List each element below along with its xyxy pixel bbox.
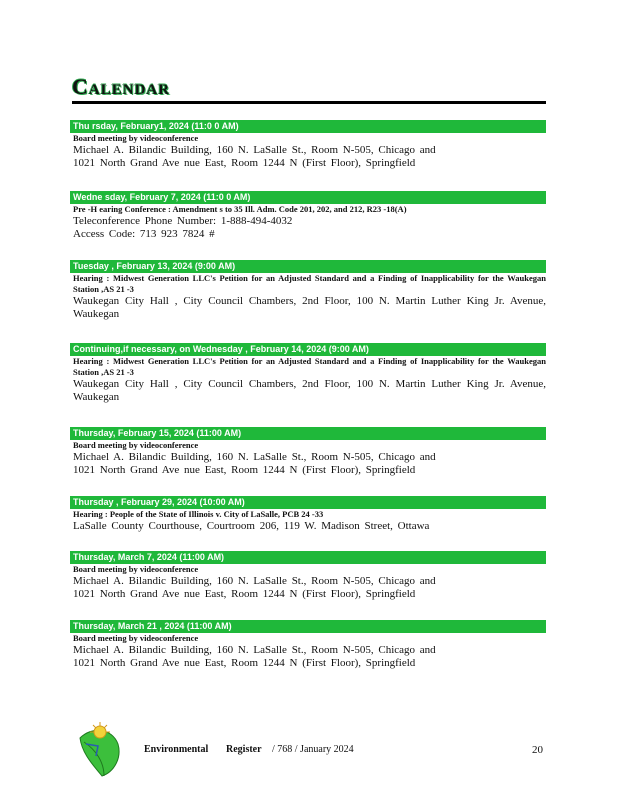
entry-description: Board meeting by videoconference <box>73 564 199 574</box>
entry-location-line: 1021 North Grand Ave nue East, Room 1244 N (First Floor), Springfield <box>73 657 416 669</box>
entry-location <box>70 520 546 533</box>
entry-location-line: Waukegan City Hall , City Council Chambers, 2nd Floor, 100 N. Martin Luther King Jr. Avenue, Waukegan <box>73 295 546 320</box>
entry-description: Pre -H earing Conference : Amendment s to 35 Ill. Adm. Code 201, 202, and 212, R23 -18(A) <box>73 204 407 214</box>
calendar-entry <box>70 427 546 477</box>
entry-description: Hearing : Midwest Generation LLC's Petition for an Adjusted Standard and a Finding of Inapplicability for the Waukegan Station ,AS 21 -3 <box>73 356 546 377</box>
entry-date-bar: Thu rsday, February1, 2024 (11:0 0 AM) <box>70 120 546 133</box>
entry-date-bar: Continuing,if necessary, on Wednesday , February 14, 2024 (9:00 AM) <box>70 343 546 356</box>
entry-location-line: 1021 North Grand Ave nue East, Room 1244 N (First Floor), Springfield <box>73 464 416 476</box>
entry-location-line: Michael A. Bilandic Building, 160 N. LaSalle St., Room N-505, Chicago and <box>73 144 436 156</box>
entry-date-bar: Wedne sday, February 7, 2024 (11:0 0 AM) <box>70 191 546 204</box>
entry-date-bar: Thursday, March 7, 2024 (11:00 AM) <box>70 551 546 564</box>
entry-description: Hearing : Midwest Generation LLC's Petition for an Adjusted Standard and a Finding of Inapplicability for the Waukegan Station ,AS 21 -3 <box>73 273 546 294</box>
entry-date-bar: Thursday, February 15, 2024 (11:00 AM) <box>70 427 546 440</box>
entry-location <box>70 451 546 477</box>
entry-location <box>70 215 546 241</box>
page-title: Calendar <box>72 74 171 99</box>
entry-location-line: 1021 North Grand Ave nue East, Room 1244 N (First Floor), Springfield <box>73 588 416 600</box>
entry-location-line: Access Code: 713 923 7824 # <box>73 228 215 240</box>
calendar-entry <box>70 191 546 241</box>
entry-description: Board meeting by videoconference <box>73 633 199 643</box>
entry-location-line: Waukegan City Hall , City Council Chambers, 2nd Floor, 100 N. Martin Luther King Jr. Avenue, Waukegan <box>73 378 546 403</box>
entry-location <box>70 575 546 601</box>
page-footer <box>0 714 618 784</box>
entry-location-line: Michael A. Bilandic Building, 160 N. LaSalle St., Room N-505, Chicago and <box>73 575 436 587</box>
entry-description: Board meeting by videoconference <box>73 440 199 450</box>
title-rule <box>72 101 546 104</box>
calendar-entry <box>70 496 546 533</box>
entry-location <box>70 644 546 670</box>
entry-location-line: 1021 North Grand Ave nue East, Room 1244 N (First Floor), Springfield <box>73 157 416 169</box>
entry-location-line: LaSalle County Courthouse, Courtroom 206, 119 W. Madison Street, Ottawa <box>73 520 430 532</box>
entry-location <box>70 295 546 321</box>
entry-location-line: Michael A. Bilandic Building, 160 N. LaSalle St., Room N-505, Chicago and <box>73 451 436 463</box>
page-number: 20 <box>532 744 543 756</box>
entry-date-bar: Tuesday , February 13, 2024 (9:00 AM) <box>70 260 546 273</box>
entry-location <box>70 378 546 404</box>
calendar-entry <box>70 260 546 321</box>
calendar-entry <box>70 551 546 601</box>
calendar-entry <box>70 620 546 670</box>
footer-issue: / 768 / January 2024 <box>272 744 354 755</box>
entry-location-line: Michael A. Bilandic Building, 160 N. LaSalle St., Room N-505, Chicago and <box>73 644 436 656</box>
entry-date-bar: Thursday , February 29, 2024 (10:00 AM) <box>70 496 546 509</box>
entry-location-line: Teleconference Phone Number: 1-888-494-4032 <box>73 215 293 227</box>
entry-description: Board meeting by videoconference <box>73 133 199 143</box>
footer-publication: Environmental <box>144 744 209 755</box>
entry-location <box>70 144 546 170</box>
footer-register: Register <box>226 744 262 755</box>
entry-description: Hearing : People of the State of Illinois v. City of LaSalle, PCB 24 -33 <box>73 509 324 519</box>
calendar-entry <box>70 343 546 404</box>
environmental-register-logo-icon <box>74 720 124 778</box>
calendar-entry <box>70 120 546 170</box>
entry-date-bar: Thursday, March 21 , 2024 (11:00 AM) <box>70 620 546 633</box>
